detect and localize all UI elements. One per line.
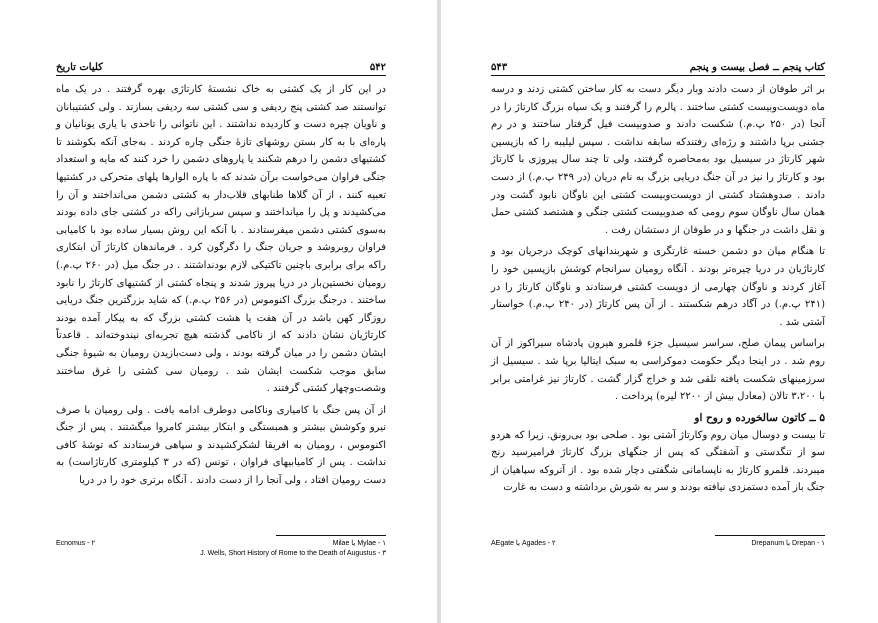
left-footnote-row: [56, 539, 386, 549]
left-paragraph-1: در این کار از یک کشتی به خاک نشستهٔ کارتاژی بهره گرفتند . در یک ماه توانستند صد کشتی پنج ردیفی و سی کشتی سه ردیفی بسازند . ولی کشتیبانان و ناویان چیره دست و کاردیده نداشتند . این ناتوانی را تاحدی با یاری یونانیان و پاره‌ای با به کار بستن روشهای تازهٔ جنگی چاره کردند . به‌جای آنکه بکوشند تا کشتیهای دشمن را درهم شکنند یا پاروهای دشمن را خرد کنند که مایه و استعداد جنگی فراوان می‌خواست برآن شدند که با پاره الوارها پلهای متحرکی در کشتیها تعبیه کنند ، از آن گلاها طنابهای قلاب‌دار به کشتی دشمن می‌انداختند و آن را می‌کشیدند و پل را میانداختند و سپس سربازانی راکه در کشتی جای داده بودند به‌سوی کشتی دشمن میفرستادند . با آنکه این روش بسیار ساده بود با کامیابی فراوان روبروشد و جریان جنگ را دگرگون کرد . فرماندهان کارتاژ آن ابتکاری راکه برای برابری باچنین تاکتیکی لازم بودنداشتند . در جنگ میل (در ۲۶۰ پ.م.) رومیان نخستین‌بار در دریا پیروز شدند و پنجاه کشتی از کشتیهای کارتاژ را نابود ساختند . درجنگ بزرگ اکنوموس (در ۲۵۶ پ.م.) که شاید بزرگترین جنگ دریایی روزگار کهن باشد در آن هفت یا هشت کشتی بزرگ که به پیکار آمده بودند کارتاژیان نشان دادند که از ناکامی گذشته هیچ تجربه‌ای نیندوخته‌اند . قاعدتاً ایشان دشمن را در میان گرفته بودند ، ولی دست‌بازیدن رومیان به شیوهٔ جنگی سابق موجب شکست ایشان شد . رومیان سی کشتی را غرق ساختند وشصت‌وچهار کشتی گرفتند .: [56, 84, 387, 395]
left-page-number: ۵۴۲: [369, 62, 386, 73]
left-paragraph-2: از آن پس جنگ با کامیاری وناکامی دوطرف ادامه یافت . ولی رومیان با صرف نیرو وکوشش بیشتر و همبستگی و ابتکار بیشتر کامروا میگشتند . پس از جنگ اکنوموس ، رومیان به افریقا لشکرکشیدند و سپاهی فرستادند که توشهٔ کافی نداشت . پس از کامیابیهای فراوان ، تونس (که در ۳ کیلومتری کارتاژاست) به دست رومیان افتاد ، ولی آنجا را از دست دادند . آنگاه برتری خود را در دریا: [56, 404, 387, 487]
right-page-content: [491, 62, 825, 593]
left-footnote-3: J. Wells, Short History of Rome to the Death of Augustus - ۳: [200, 550, 386, 557]
left-footnotes: [56, 539, 386, 559]
right-footnote-1: Drepanum یا Drepan - ۱: [751, 540, 825, 547]
section-heading: ۵ ــ کاتون سالخورده و روح او: [694, 411, 825, 424]
left-page-header: [56, 62, 386, 76]
right-footnotes: [491, 539, 825, 549]
right-paragraph-1: بر اثر طوفان از دست دادند وبار دیگر دست به کار ساختن کشتی زدند و درسه ماه دویست‌وبیست کشتی ساختند . پالرم را گرفتند و یک سپاه بزرگ کارتاژ را در آنجا (در ۲۵۰ پ.م.) شکست دادند و صدوبیست فیل گرفتار ساختند و در رم جشنی برپا داشتند و رژه‌ای رفتندکه سابقه نداشت . سپس لیلیبه را که بازپسین شهر کارتاژ در سیسیل بود به‌محاصره گرفتند، ولی تا چند سال پیروزی با کارتاژ بود و کارتاژ را نیز در آن جنگ دریایی بزرگ به نام دریان (در ۲۴۹ پ.م.) از دست دادند . صدوهشتاد کشتی از دویست‌وبیست کشتی این ناوگان نابود گشت ودر همان سال ناوگان سوم رومی که صدوبیست کشتی جنگی و هشتصد کشتی حمل و نقل داشت در جنگها و در طوفان از دستشان رفت .: [491, 84, 825, 236]
right-page-title: کتاب پنجم ــ فصل بیست و پنجم: [689, 62, 825, 73]
right-paragraph-2: تا هنگام میان دو دشمن خسته غارتگری و شهربندانهای کوچک درجریان بود و کارتاژیان در دریا چیره‌تر بودند . آنگاه رومیان سرانجام کوشش بازپسین خود را آغاز کردند و ناوگان چهارمی از دویست کشتی فرستادند و ناوگان کارتاژ را در (۲۴۱ پ.م.) در آگاد درهم شکستند . از آن پس کارتاژ (در ۲۴۰ پ.م.) خواستار آشتی شد .: [491, 246, 825, 328]
right-page-number: ۵۴۳: [491, 62, 508, 73]
left-footnote-1: Milae یا Mylae - ۱: [332, 540, 386, 547]
left-page-content: [56, 62, 386, 593]
left-page-title: کلیات تاریخ: [56, 62, 103, 73]
right-page: [441, 0, 878, 623]
right-paragraph-4: تا بیست و دوسال میان روم وکارتاژ آشتی بود . صلحی بود بی‌رونق. زیرا که هردو سو از تنگدستی و آشفتگی که پس از جنگهای بزرگ کارتاژ فرامیرسید رنج میبردند. قلمرو کارتاژ به ناپسامانی شگفتی دچار شده بود . از آنروکه سپاهیان از جنگ باز آمده دستمزدی نیافته بودند و سر به شورش برداشته و دست به غارت: [491, 429, 825, 494]
left-footnote-2: Ecnomus - ۲: [56, 540, 96, 547]
left-footnote-rule: [276, 535, 386, 536]
right-footnote-row: [491, 539, 825, 549]
right-paragraph-3: براساس پیمان صلح، سراسر سیسیل جزء قلمرو هیرون پادشاه سیراکوز از آن روم شد . در اینجا دیگر حکومت دموکراسی به سبک ایتالیا برپا شد . سیسیل از سرزمینهای شکست یافته تلقی شد و خراج گزار گشت . کارتاژ نیز غرامتی برابر با ۳،۲۰۰ تالان (معادل بیش از ۲۲۰۰ لیره) پرداخت .: [491, 338, 825, 403]
right-footnote-rule: [715, 535, 825, 536]
right-page-header: [491, 62, 825, 76]
right-footnote-2: AEgate یا Agades - ۲: [491, 540, 556, 547]
left-page: [0, 0, 437, 623]
